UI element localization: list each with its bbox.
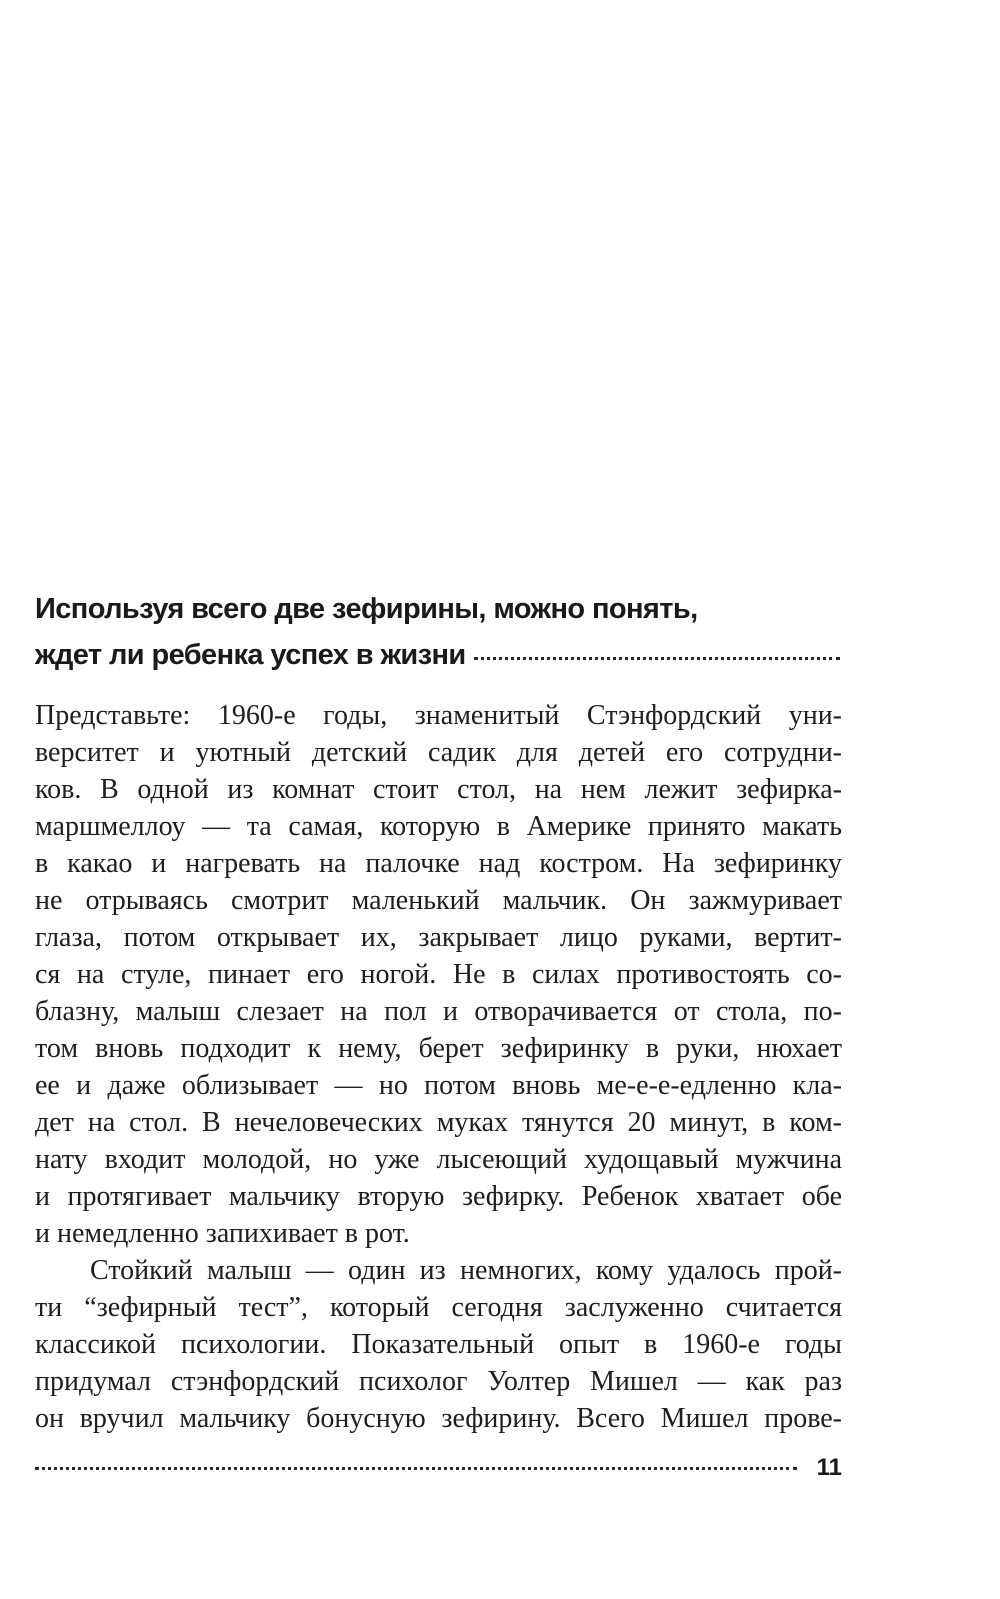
section-heading: [35, 586, 840, 678]
paragraph-1-line: в какао и нагревать на палочке над костром. На зефиринку: [35, 848, 842, 879]
paragraph-2-line: классикой психологии. Показательный опыт в 1960-е годы: [35, 1329, 842, 1360]
paragraph-2-line: ти “зефирный тест”, который сегодня заслуженно считается: [35, 1292, 842, 1323]
paragraph-1-line: не отрываясь смотрит маленький мальчик. Он зажмуривает: [35, 885, 842, 916]
paragraph-1-line: Представьте: 1960-е годы, знаменитый Стэнфордский уни-: [35, 700, 842, 731]
paragraph-1-line: дет на стол. В нечеловеческих муках тянутся 20 минут, в ком-: [35, 1107, 842, 1138]
paragraph-1-line: том вновь подходит к нему, берет зефиринку в руки, нюхает: [35, 1033, 842, 1064]
paragraph-1-line: маршмеллоу — та самая, которую в Америке принято макать: [35, 811, 842, 842]
paragraph-1-line: и протягивает мальчику вторую зефирку. Ребенок хватает обе: [35, 1181, 842, 1212]
paragraph-1-line: глаза, потом открывает их, закрывает лицо руками, вертит-: [35, 922, 842, 953]
paragraph-2-line: он вручил мальчику бонусную зефирину. Всего Мишел прове-: [35, 1403, 842, 1434]
paragraph-1-line: ся на стуле, пинает его ногой. Не в силах противостоять со-: [35, 959, 842, 990]
page-footer: [35, 1454, 842, 1482]
paragraph-2-line: придумал стэнфордский психолог Уолтер Мишел — как раз: [35, 1366, 842, 1397]
paragraph-1-line: блазну, малыш слезает на пол и отворачивается от стола, по-: [35, 996, 842, 1027]
body-text: [35, 697, 842, 1437]
section-heading-line-1: Используя всего две зефирины, можно понять,: [35, 593, 698, 625]
paragraph-1-line: ков. В одной из комнат стоит стол, на нем лежит зефирка-: [35, 774, 842, 805]
section-heading-line-2-row: [35, 632, 840, 678]
paragraph-1-line: и немедленно запихивает в рот.: [35, 1218, 410, 1249]
footer-dotted-leader: [35, 1467, 797, 1470]
section-heading-line-2: ждет ли ребенка успех в жизни: [35, 639, 466, 671]
paragraph-1-line: нату входит молодой, но уже лысеющий худощавый мужчина: [35, 1144, 842, 1175]
paragraph-1-line: ее и даже облизывает — но потом вновь ме-е-е-едленно кла-: [35, 1070, 842, 1101]
heading-dotted-leader: [474, 657, 840, 660]
paragraph-2-line: Стойкий малыш — один из немногих, кому удалось прой-: [90, 1255, 842, 1286]
paragraph-1-line: верситет и уютный детский садик для детей его сотрудни-: [35, 737, 842, 768]
page-number: 11: [816, 1454, 842, 1481]
